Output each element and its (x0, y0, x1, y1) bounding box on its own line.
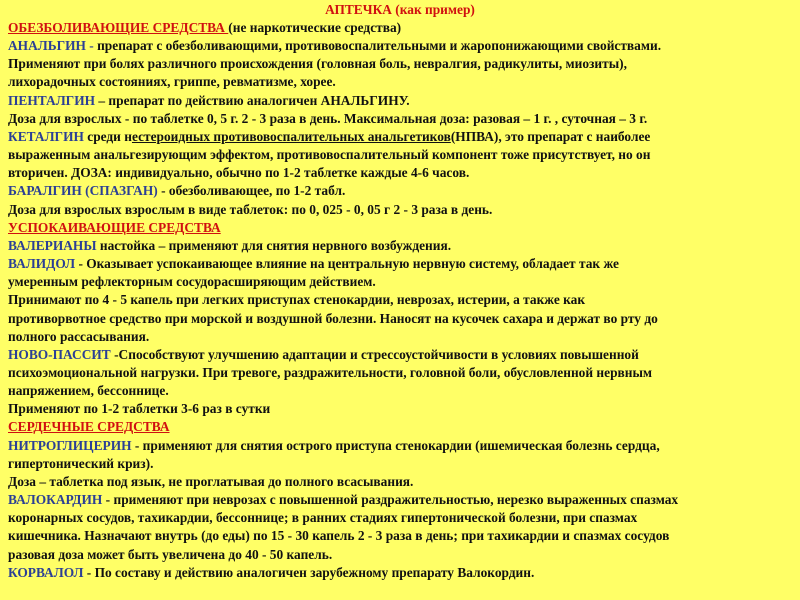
nitroglycerin-line-1 (8, 437, 792, 455)
valocordin-line-4: разовая доза может быть увеличена до 40 - 50 капель. (8, 546, 333, 562)
ketalgin-text-1a: среди н (83, 128, 132, 144)
novopassit-text-1: -Способствуют улучшению адаптации и стрессоустойчивости в условиях повышенной (110, 346, 639, 362)
analgesics-heading-line (8, 19, 792, 37)
validol-line-1 (8, 255, 792, 273)
analgin-line-2: Применяют при болях различного происхождения (головная боль, невралгия, радикулиты, миозиты), (8, 56, 627, 72)
ketalgin-line-3: вторичен. ДОЗА: индивидуально, обычно по 1-2 таблетке каждые 4-6 часов. (8, 165, 470, 181)
analgin-line-1 (8, 37, 792, 55)
sedatives-heading: УСПОКАИВАЮЩИЕ СРЕДСТВА (8, 219, 221, 235)
validol-line-5: полного рассасывания. (8, 328, 150, 344)
valocordin-line-2: коронарных сосудов, тахикардии, бессоннице; в ранних стадиях гипертонической болезни, при спазмах (8, 510, 638, 526)
valocordin-line-3: кишечника. Назначают внутрь (до еды) по 15 - 30 капель 2 - 3 раза в день; при тахикардии и спазмах сосудов (8, 528, 670, 544)
valocordin-text-1: - применяют при неврозах с повышенной раздражительностью, нерезко выраженных спазмах (102, 492, 679, 508)
validol-name: ВАЛИДОЛ (8, 256, 76, 272)
pentalgin-text-1: – препарат по действию аналогичен АНАЛЬГИНУ. (95, 92, 410, 108)
baralgin-line-2: Доза для взрослых взрослым в виде таблеток: по 0, 025 - 0, 05 г 2 - 3 раза в день. (8, 201, 493, 217)
analgesics-heading: ОБЕЗБОЛИВАЮЩИЕ СРЕДСТВА (8, 20, 229, 35)
nitroglycerin-name: НИТРОГЛИЦЕРИН (8, 437, 132, 453)
baralgin-text-1: - обезболивающее, по 1-2 табл. (157, 183, 346, 199)
baralgin-line-1 (8, 182, 792, 200)
pentalgin-name: ПЕНТАЛГИН (8, 92, 96, 108)
ketalgin-text-1c: (НПВА), это препарат с наиболее (450, 128, 651, 144)
valocordin-line-1 (8, 491, 792, 509)
analgesics-heading-note: (не наркотические средства) (228, 20, 402, 35)
ketalgin-line-1 (8, 128, 792, 146)
cardiac-heading: СЕРДЕЧНЫЕ СРЕДСТВА (8, 419, 170, 435)
validol-line-3: Принимают по 4 - 5 капель при легких приступах стенокардии, неврозах, истерии, а также как (8, 292, 586, 308)
nitroglycerin-line-3: Доза – таблетка под язык, не проглатывая до полного всасывания. (8, 473, 414, 489)
ketalgin-line-2: выраженным анальгезирующим эффектом, противовоспалительный компонент тоже присутствует, но он (8, 147, 651, 163)
ketalgin-name: КЕТАЛГИН (8, 128, 84, 144)
document-title: АПТЕЧКА (как пример) (325, 2, 475, 17)
novopassit-line-3: напряжением, бессоннице. (8, 383, 169, 399)
valocordin-name: ВАЛОКАРДИН (8, 492, 103, 508)
pentalgin-line-2: Доза для взрослых - по таблетке 0, 5 г. 2 - 3 раза в день. Максимальная доза: разовая – 1 г. , суточная – 3 г. (8, 110, 648, 126)
corvalol-name: КОРВАЛОЛ (8, 564, 84, 580)
valerian-name: ВАЛЕРИАНЫ (8, 237, 97, 253)
valerian-line-1 (8, 237, 792, 255)
novopassit-line-1 (8, 346, 792, 364)
corvalol-text-1: - По составу и действию аналогичен зарубежному препарату Валокордин. (83, 564, 535, 580)
analgin-line-3: лихорадочных состояниях, гриппе, ревматизме, хорее. (8, 74, 336, 90)
pentalgin-line-1 (8, 92, 792, 110)
novopassit-line-2: психоэмоциональной нагрузки. При тревоге, раздражительности, головной боли, обусловленной нервным (8, 364, 653, 380)
validol-line-2: умеренным рефлекторным сосудорасширяющим действием. (8, 274, 376, 290)
valerian-text-1: настойка – применяют для снятия нервного возбуждения. (96, 237, 452, 253)
analgin-text-1: препарат с обезболивающими, противовоспалительными и жаропонижающими свойствами. (97, 38, 662, 54)
corvalol-line-1 (8, 564, 792, 582)
baralgin-name: БАРАЛГИН (СПАЗГАН) (8, 183, 158, 199)
validol-text-1: - Оказывает успокаивающее влияние на центральную нервную систему, обладает так же (75, 256, 619, 272)
nitroglycerin-line-2: гипертонический криз). (8, 455, 154, 471)
analgin-name: АНАЛЬГИН - (8, 38, 98, 54)
nitroglycerin-text-1: - применяют для снятия острого приступа стенокардии (ишемическая болезнь сердца, (131, 437, 660, 453)
novopassit-name: НОВО-ПАССИТ (8, 346, 111, 362)
validol-line-4: противорвотное средство при морской и воздушной болезни. Наносят на кусочек сахара и держат во рту до (8, 310, 658, 326)
ketalgin-text-1b: естероидных противовоспалительных анальгетиков (131, 128, 451, 144)
novopassit-line-4: Применяют по 1-2 таблетки 3-6 раз в сутки (8, 401, 271, 417)
